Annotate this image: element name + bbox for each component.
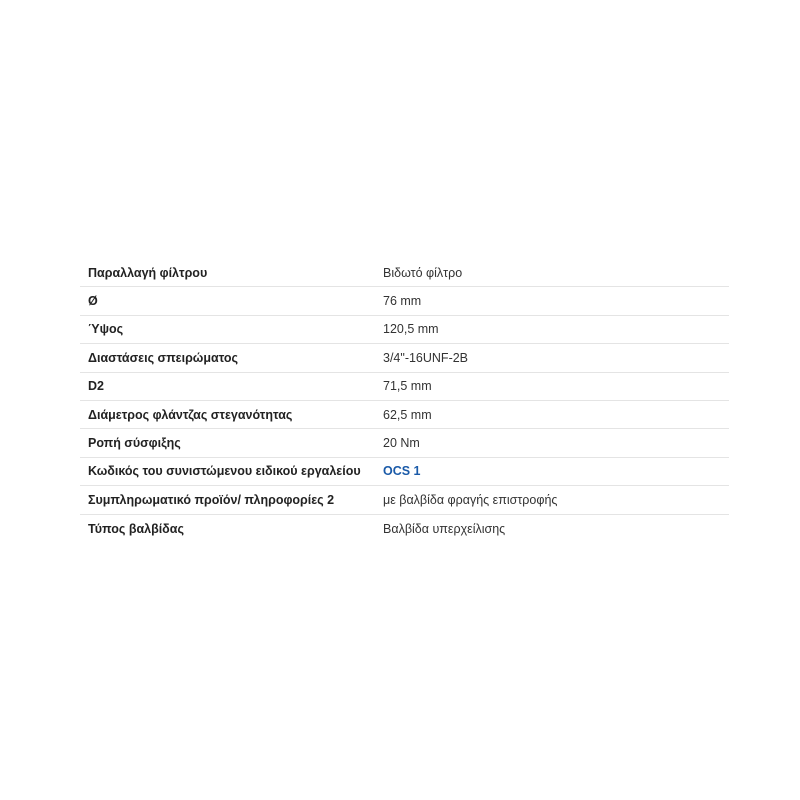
spec-value: Βαλβίδα υπερχείλισης <box>383 521 506 536</box>
spec-value: 76 mm <box>383 294 422 309</box>
spec-label: Ύψος <box>88 322 124 337</box>
spec-row-diameter <box>80 287 729 315</box>
spec-label: Διαστάσεις σπειρώματος <box>88 350 239 365</box>
spec-value: 71,5 mm <box>383 379 432 394</box>
spec-row-thread-size <box>80 344 729 372</box>
spec-value: 120,5 mm <box>383 322 439 337</box>
product-spec-table <box>80 259 729 543</box>
spec-label: Διάμετρος φλάντζας στεγανότητας <box>88 407 293 422</box>
spec-label: Τύπος βαλβίδας <box>88 521 184 536</box>
spec-value: 3/4"-16UNF-2B <box>383 350 469 365</box>
spec-value <box>383 464 729 478</box>
spec-value: 20 Nm <box>383 436 420 451</box>
spec-label: Συμπληρωματικό προϊόν/ πληροφορίες 2 <box>88 492 335 507</box>
spec-row-d2 <box>80 373 729 401</box>
spec-row-tool-code <box>80 458 729 486</box>
spec-value: με βαλβίδα φραγής επιστροφής <box>383 492 558 507</box>
spec-row-complementary-info <box>80 486 729 514</box>
spec-row-height <box>80 316 729 344</box>
spec-row-filter-variant <box>80 259 729 287</box>
spec-label: Ø <box>88 294 98 309</box>
spec-label: Ροπή σύσφιξης <box>88 436 181 451</box>
spec-label: Παραλλαγή φίλτρου <box>88 265 208 280</box>
spec-row-tightening-torque <box>80 429 729 457</box>
spec-label: D2 <box>88 379 104 394</box>
spec-row-gasket-diameter <box>80 401 729 429</box>
spec-value: 62,5 mm <box>383 407 432 422</box>
tool-code-link[interactable]: OCS 1 <box>383 464 421 479</box>
spec-value: Βιδωτό φίλτρο <box>383 265 463 280</box>
spec-label: Κωδικός του συνιστώμενου ειδικού εργαλείου <box>88 464 361 479</box>
spec-row-valve-type <box>80 515 729 543</box>
